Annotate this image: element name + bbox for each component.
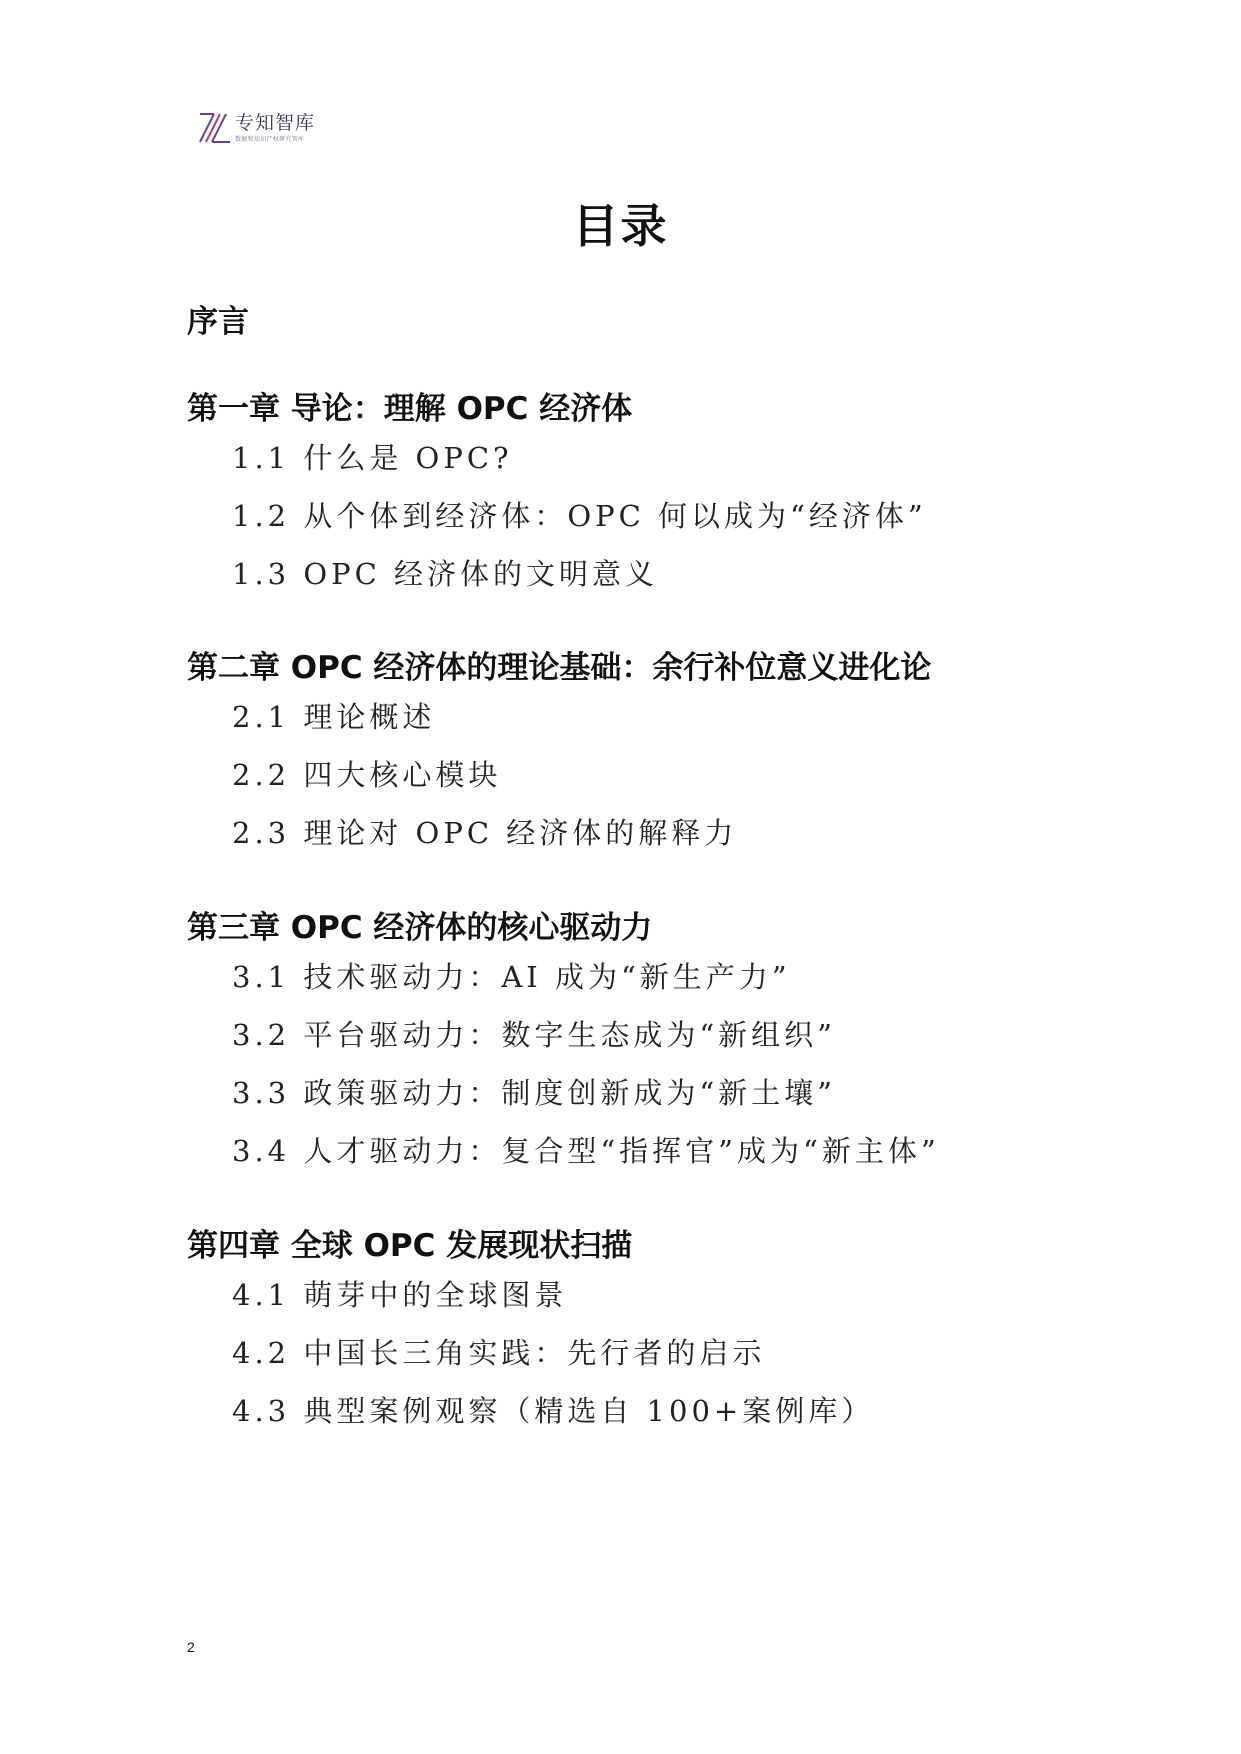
toc-chapter-2: 第二章 OPC 经济体的理论基础：余行补位意义进化论 bbox=[187, 650, 932, 686]
toc-preface: 序言 bbox=[187, 304, 249, 340]
toc-item-1-2: 1.2 从个体到经济体：OPC 何以成为“经济体” bbox=[232, 499, 927, 533]
page-number: 2 bbox=[187, 1639, 195, 1655]
toc-item-2-1: 2.1 理论概述 bbox=[232, 700, 436, 734]
brand-tagline: 数据和知识产权研究智库 bbox=[235, 136, 305, 143]
brand-logo bbox=[198, 112, 315, 146]
toc-item-1-1: 1.1 什么是 OPC? bbox=[232, 441, 513, 475]
brand-logo-icon bbox=[198, 112, 232, 144]
toc-chapter-3: 第三章 OPC 经济体的核心驱动力 bbox=[187, 910, 653, 946]
toc-item-4-3: 4.3 典型案例观察（精选自 100+案例库） bbox=[232, 1394, 875, 1428]
toc-item-4-2: 4.2 中国长三角实践：先行者的启示 bbox=[232, 1336, 766, 1370]
toc-item-1-3: 1.3 OPC 经济体的文明意义 bbox=[232, 557, 659, 591]
brand-name: 专知智库 bbox=[235, 112, 316, 134]
toc-item-3-4: 3.4 人才驱动力：复合型“指挥官”成为“新主体” bbox=[232, 1134, 940, 1168]
toc-chapter-4: 第四章 全球 OPC 发展现状扫描 bbox=[187, 1228, 633, 1264]
toc-item-2-2: 2.2 四大核心模块 bbox=[232, 758, 502, 792]
toc-item-3-1: 3.1 技术驱动力：AI 成为“新生产力” bbox=[232, 960, 791, 994]
toc-item-4-1: 4.1 萌芽中的全球图景 bbox=[232, 1278, 568, 1312]
toc-item-2-3: 2.3 理论对 OPC 经济体的解释力 bbox=[232, 816, 738, 850]
toc-item-3-2: 3.2 平台驱动力：数字生态成为“新组织” bbox=[232, 1018, 836, 1052]
page-title: 目录 bbox=[572, 199, 669, 253]
toc-item-3-3: 3.3 政策驱动力：制度创新成为“新土壤” bbox=[232, 1076, 836, 1110]
toc-chapter-1: 第一章 导论：理解 OPC 经济体 bbox=[187, 391, 633, 427]
